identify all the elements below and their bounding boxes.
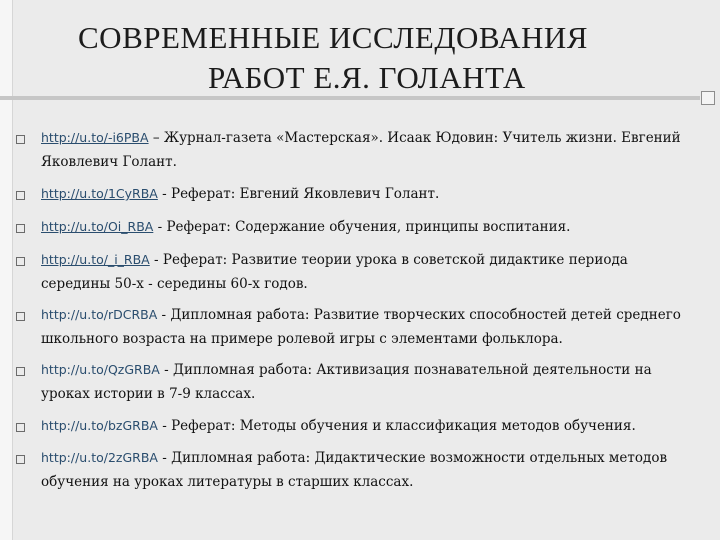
title-divider (0, 96, 700, 100)
reference-link[interactable]: http://u.to/2zGRBA (41, 450, 158, 465)
reference-link[interactable]: http://u.to/-i6PBA (41, 130, 149, 145)
title-line-2: РАБОТ Е.Я. ГОЛАНТА (208, 60, 526, 95)
square-bullet-icon (16, 135, 25, 144)
list-item (0, 414, 710, 438)
square-bullet-icon (16, 455, 25, 464)
list-item (0, 126, 710, 174)
square-bullet-icon (16, 423, 25, 432)
list-item (0, 248, 710, 296)
reference-link[interactable]: http://u.to/QzGRBA (41, 362, 160, 377)
reference-text: – Журнал-газета «Мастерская». Исаак Юдовин: Учитель жизни. Евгений Яковлевич Голант. (41, 130, 681, 170)
reference-link[interactable]: http://u.to/_i_RBA (41, 252, 150, 267)
reference-list (0, 126, 710, 494)
reference-text: - Реферат: Развитие теории урока в советской дидактике периода середины 50-х - середины 60-х годов. (41, 252, 628, 292)
reference-text: - Дипломная работа: Активизация познавательной деятельности на уроках истории в 7-9 классах. (41, 362, 652, 402)
list-item (0, 182, 710, 206)
list-item (0, 446, 710, 494)
corner-square-decoration (701, 91, 715, 105)
reference-text: - Реферат: Евгений Яковлевич Голант. (157, 186, 440, 202)
reference-text: - Дипломная работа: Развитие творческих способностей детей среднего школьного возраста на примере ролевой игры с элементами фольклора. (41, 307, 681, 347)
square-bullet-icon (16, 191, 25, 200)
slide-title (20, 18, 700, 98)
reference-link[interactable]: http://u.to/bzGRBA (41, 418, 158, 433)
title-line-1: СОВРЕМЕННЫЕ ИССЛЕДОВАНИЯ (78, 20, 588, 55)
square-bullet-icon (16, 312, 25, 321)
list-item (0, 358, 710, 406)
reference-link[interactable]: http://u.to/Oi_RBA (41, 219, 154, 234)
reference-text: - Дипломная работа: Дидактические возможности отдельных методов обучения на уроках литературы в старших классах. (41, 450, 668, 490)
reference-link[interactable]: http://u.to/rDCRBA (41, 307, 158, 322)
reference-link[interactable]: http://u.to/1CyRBA (41, 186, 158, 201)
reference-text: - Реферат: Содержание обучения, принципы воспитания. (153, 219, 571, 235)
list-item (0, 215, 710, 239)
square-bullet-icon (16, 367, 25, 376)
reference-text: - Реферат: Методы обучения и классификация методов обучения. (157, 418, 636, 434)
square-bullet-icon (16, 257, 25, 266)
list-item (0, 303, 710, 351)
square-bullet-icon (16, 224, 25, 233)
